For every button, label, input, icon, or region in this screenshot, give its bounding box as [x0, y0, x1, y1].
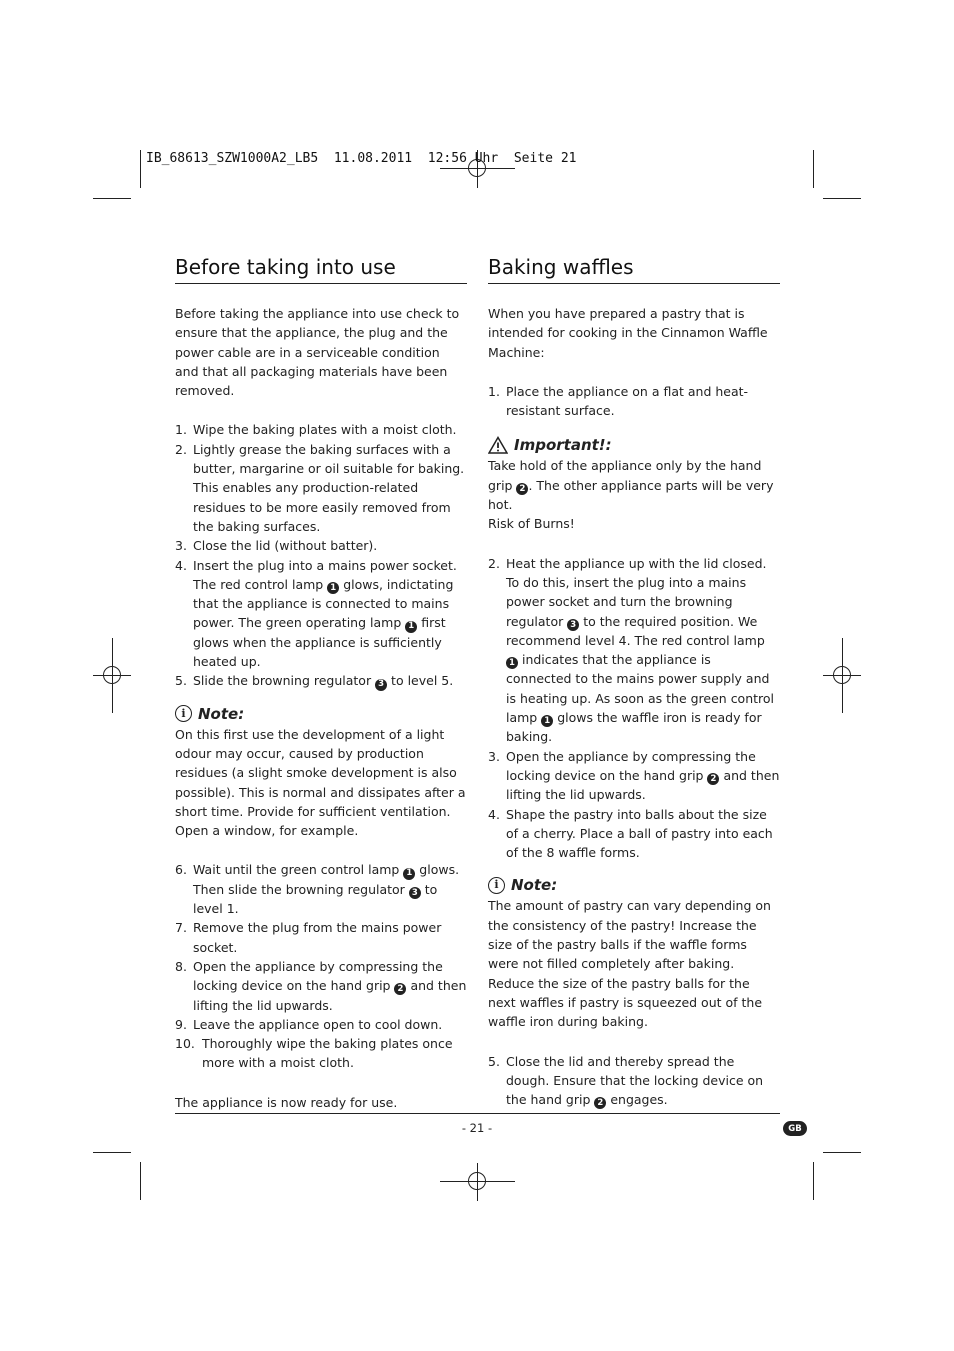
crop-mark: [93, 198, 131, 199]
right-column: [488, 254, 780, 1109]
note-text: On this first use the development of a light odour may occur, caused by production residues (a slight smoke development is also possible). This is normal and dissipates after a short time. Provide for sufficient ventilation. Open a window, for example.: [175, 726, 466, 839]
baking-steps: [488, 554, 780, 863]
note-heading: i Note:: [175, 703, 467, 725]
part-number-badge: 2: [594, 1097, 606, 1109]
ready-statement: The appliance is now ready for use.: [175, 1094, 398, 1110]
list-item: 1. Wipe the baking plates with a moist cloth.: [175, 422, 457, 438]
part-number-badge: 3: [375, 679, 387, 691]
part-number-badge: 1: [327, 582, 339, 594]
warning-icon: [488, 436, 508, 454]
part-number-badge: 1: [405, 621, 417, 633]
crop-mark: [93, 1152, 131, 1153]
part-number-badge: 1: [506, 657, 518, 669]
part-number-badge: 2: [707, 773, 719, 785]
list-item: 1. Place the appliance on a flat and heat-resistant surface.: [488, 383, 749, 419]
crop-mark: [140, 1162, 141, 1200]
part-number-badge: 1: [403, 868, 415, 880]
list-item: 3. Close the lid (without batter).: [175, 538, 378, 554]
crop-mark: [813, 1162, 814, 1200]
crop-mark: [823, 1152, 861, 1153]
print-header: IB_68613_SZW1000A2_LB5 11.08.2011 12:56 Uhr Seite 21: [146, 151, 577, 166]
part-number-badge: 2: [516, 483, 528, 495]
list-item: 8. Open the appliance by compressing the locking device on the hand grip 2 and then lifting the lid upwards.: [175, 958, 467, 1013]
important-text: Take hold of the appliance only by the hand grip 2 . The other appliance parts will be very hot.: [488, 458, 774, 513]
part-number-badge: 3: [567, 619, 579, 631]
list-item: 2. Lightly grease the baking surfaces with a butter, margarine or oil suitable for baking. This enables any production-related residues to be more easily removed from the baking surfaces.: [175, 441, 465, 534]
crop-mark: [813, 150, 814, 188]
list-item: 7. Remove the plug from the mains power socket.: [175, 920, 442, 955]
country-badge: GB: [783, 1121, 807, 1136]
left-column: [175, 254, 467, 1112]
baking-intro: When you have prepared a pastry that is intended for cooking in the Cinnamon Waffle Machine:: [488, 306, 768, 360]
list-item: 5. Close the lid and thereby spread the dough. Ensure that the locking device on the hand grip 2 engages.: [488, 1053, 764, 1109]
list-item: 2. Heat the appliance up with the lid closed. To do this, insert the plug into a mains power socket and turn the browning regulator 3 to the required position. We recommend level 4. The red control lamp 1 indicates that the appliance is connected to the mains power supply and is heating up. As soon as the green control lamp 1 glows the waffle iron is ready for baking.: [488, 555, 775, 745]
info-icon: i: [488, 877, 505, 894]
list-item: 9. Leave the appliance open to cool down.: [175, 1016, 443, 1032]
info-icon: i: [175, 705, 192, 722]
cleanup-steps: [175, 860, 467, 1072]
list-item: 4. Shape the pastry into balls about the size of a cherry. Place a ball of pastry into each of the 8 waffle forms.: [488, 806, 773, 861]
section-title-baking-waffles: Baking waffles: [488, 254, 780, 284]
part-number-badge: 3: [409, 887, 421, 899]
list-item: 5. Slide the browning regulator 3 to level 5.: [175, 673, 454, 690]
registration-circle-bottom: [468, 1172, 486, 1190]
registration-circle-right: [833, 666, 851, 684]
list-item: 3. Open the appliance by compressing the locking device on the hand grip 2 and then lifting the lid upwards.: [488, 748, 780, 803]
before-use-steps: [175, 420, 467, 690]
registration-circle-left: [103, 666, 121, 684]
page-number: - 21 -: [461, 1121, 493, 1135]
list-item: 10. Thoroughly wipe the baking plates once more with a moist cloth.: [175, 1036, 453, 1071]
before-use-intro: Before taking the appliance into use check to ensure that the appliance, the plug and the power cable are in a serviceable condition and that all packaging materials have been removed.: [175, 306, 460, 399]
note-heading: i Note:: [488, 874, 780, 896]
section-title-before-use: Before taking into use: [175, 254, 467, 284]
part-number-badge: 2: [394, 983, 406, 995]
footer-rule: [175, 1113, 780, 1114]
list-item: 4. Insert the plug into a mains power socket. The red control lamp 1 glows, indictating that the appliance is connected to mains power. The green operating lamp 1 first glows when the appliance is sufficiently heated up.: [175, 557, 457, 670]
note-text: The amount of pastry can vary depending on the consistency of the pastry! Increase the size of the pastry balls if the waffle forms were not filled completely after baking. Reduce the size of the pastry balls for the next waffles if pastry is squeezed out of the waffle iron during baking.: [488, 898, 771, 1030]
list-item: 6. Wait until the green control lamp 1 glows. Then slide the browning regulator 3 to level 1.: [175, 862, 460, 917]
baking-step-5: [488, 1052, 780, 1110]
part-number-badge: 1: [541, 715, 553, 727]
baking-step-1: [488, 382, 780, 421]
crop-mark: [140, 150, 141, 188]
important-warning: Risk of Burns!: [488, 516, 575, 532]
crop-mark: [823, 198, 861, 199]
important-heading: Important!:: [488, 434, 780, 456]
